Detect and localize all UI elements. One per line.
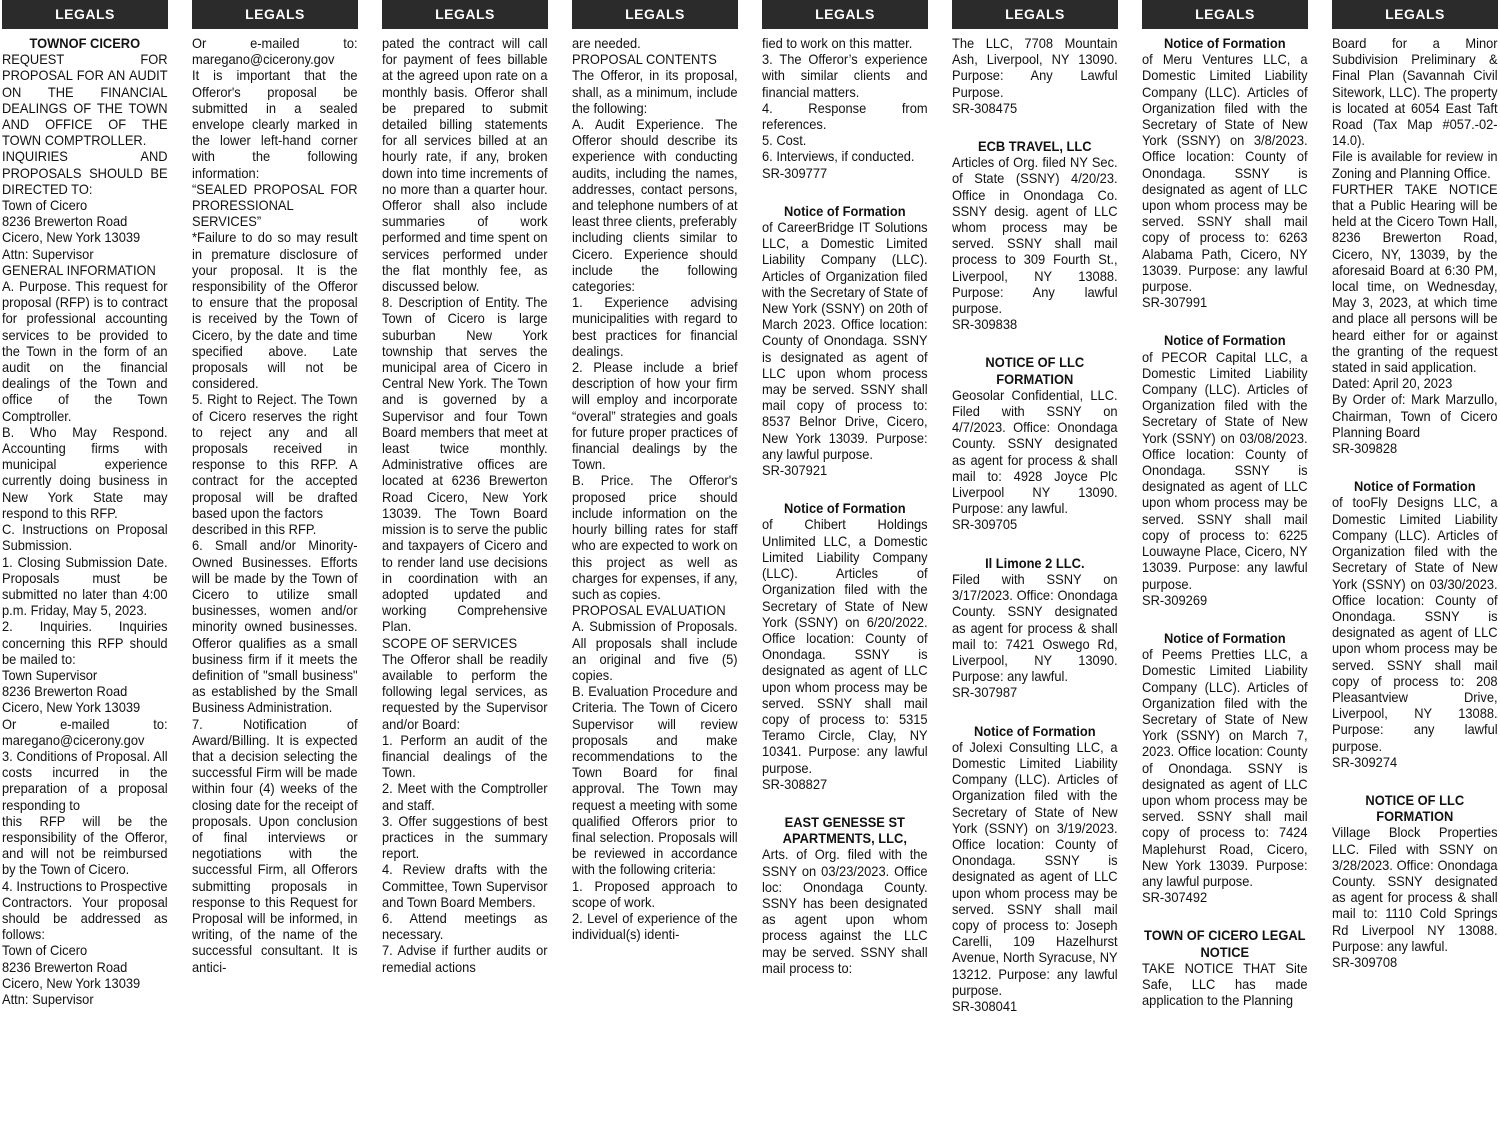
legals-column-7 xyxy=(1142,0,1308,1125)
notice-reference-number: SR-307987 xyxy=(952,684,1018,701)
notice-separator xyxy=(1142,905,1308,927)
legal-notice xyxy=(952,723,1118,1015)
notice-separator xyxy=(952,533,1118,555)
column-body xyxy=(192,29,358,975)
notice-reference-number: SR-309705 xyxy=(952,516,1018,533)
legal-notice xyxy=(762,35,928,181)
notice-title: Notice of Formation xyxy=(1163,35,1286,51)
notice-reference-number: SR-309777 xyxy=(762,164,828,181)
notice-reference-number: SR-309274 xyxy=(1332,753,1398,770)
notice-title: Notice of Formation xyxy=(1353,478,1476,495)
legals-column-2 xyxy=(192,0,358,1125)
notice-body: REQUEST FOR PROPOSAL FOR AN AUDIT ON THE FINANCIAL DEALINGS OF THE TOWN AND OFFICE OF THE TOWN COMPTROLLER. INQUIRIES AND PROPOSALS SHOULD BE DIRECTED TO: Town of Cicero 8236 Brewerton Road Cicero, New York 13039 Attn: Supervisor GENERAL INFORMATION A. Purpose. This request for proposal (RFP) is to contract for professional accounting services to be provided to the Town in the form of an audit on the financial dealings of the Town and office of the Town Comptroller. B. Who May Respond. Accounting firms with municipal experience currently doing business in New York State may respond to this RFP. C. Instructions on Proposal Submission. 1. Closing Submission Date. Proposals must be submitted no later than 4:00 p.m. Friday, May 5, 2023. 2. Inquiries. Inquiries concerning this RFP should be mailed to: Town Supervisor 8236 Brewerton Road Cicero, New York 13039 Or e-mailed to: maregano@cicerony.gov 3. Conditions of Proposal. All costs incurred in the preparation of a proposal responding to this RFP will be the responsibility of the Offeror, and will not be reimbursed by the Town of Cicero. 4. Instructions to Prospective Contractors. Your proposal should be addressed as follows: Town of Cicero 8236 Brewerton Road Cicero, New York 13039 Attn: Supervisor xyxy=(2,51,168,1007)
column-body xyxy=(952,29,1118,1014)
notice-title: Notice of Formation xyxy=(1163,332,1286,349)
notice-reference-number: SR-309269 xyxy=(1142,591,1208,608)
legal-notice xyxy=(2,35,168,1007)
notice-reference-number: SR-307492 xyxy=(1142,889,1208,906)
notice-title: NOTICE OF LLC FORMATION xyxy=(985,354,1085,387)
legals-column-6 xyxy=(952,0,1118,1125)
notice-separator xyxy=(1332,456,1498,478)
notice-body: Articles of Org. filed NY Sec. of State (SSNY) 4/20/23. Office in Onondaga Co. SSNY desig. agent of LLC whom process may be served. SSNY shall mail process to 309 Fourth St., Liverpool, NY 13088. Purpose: Any lawful purpose. xyxy=(952,154,1118,317)
notice-separator xyxy=(1332,770,1498,792)
notice-body: Board for a Minor Subdivision Preliminary & Final Plan (Savannah Civil Sitework, LLC). The property is located at 6054 East Taft Road (Tax Map #057.-02-14.0). File is available for review in Zoning and Planning Office. FURTHER TAKE NOTICE that a Public Hearing will be held at the Cicero Town Hall, 8236 Brewerton Road, Cicero, NY, 13039, by the aforesaid Board at 6:30 PM, local time, on Wednesday, May 3, 2023, at which time and place all persons will be heard either for or against the granting of the request stated in said application. Dated: April 20, 2023 By Order of: Mark Marzullo, Chairman, Town of Cicero Planning Board xyxy=(1332,35,1498,440)
legal-notice xyxy=(952,138,1118,332)
notice-separator xyxy=(762,478,928,500)
notice-body: TAKE NOTICE THAT Site Safe, LLC has made application to the Planning xyxy=(1142,959,1308,1009)
notice-title: ECB TRAVEL, LLC xyxy=(978,138,1092,155)
notice-separator xyxy=(762,792,928,814)
legal-notice xyxy=(1142,630,1308,905)
column-body xyxy=(572,29,738,942)
legal-notice xyxy=(1332,35,1498,456)
notice-reference-number: SR-309838 xyxy=(952,316,1018,333)
notice-title: TOWNOF CICERO xyxy=(29,35,141,51)
notice-reference-number: SR-309708 xyxy=(1332,953,1398,970)
notice-body: are needed. PROPOSAL CONTENTS The Offeror, in its proposal, shall, as a minimum, include the following: A. Audit Experience. The Offeror should describe its experience with conducting audits, including the names, addresses, contact persons, and telephone numbers of at least three clients, preferably including clients similar to Cicero. Experience should include the following categories: 1. Experience advising municipalities with regard to best practices for financial dealings. 2. Please include a brief description of how your firm will employ and incorporate “overal” strategies and goals for future proper practices of financial dealings by the Town. B. Price. The Offeror's proposed price should include information on the hourly billing rates for staff who are expected to work on this project as well as charges for expenses, if any, such as copies. PROPOSAL EVALUATION A. Submission of Proposals. All proposals shall include an original and five (5) copies. B. Evaluation Procedure and Criteria. The Town of Cicero Supervisor will review proposals and make recommendations to the Town Board for final approval. The Town may request a meeting with some qualified Offerors prior to final selection. Proposals will be reviewed in accordance with the following criteria: 1. Proposed approach to scope of work. 2. Level of experience of the individual(s) identi- xyxy=(572,35,738,943)
notice-reference-number: SR-308475 xyxy=(952,99,1018,116)
notice-title: NOTICE OF LLC FORMATION xyxy=(1365,791,1465,825)
notice-title: Notice of Formation xyxy=(1163,629,1286,646)
notice-body: of PECOR Capital LLC, a Domestic Limited Liability Company (LLC). Articles of Organization filed with the Secretary of State of New York (SSNY) on 03/08/2023. Office location: County of Onondaga. SSNY is designated as agent of LLC upon whom process may be served. SSNY shall mail copy of process to: 6225 Louwayne Place, Cicero, NY 13039. Purpose: any lawful purpose. xyxy=(1142,348,1308,592)
notice-reference-number: SR-308041 xyxy=(952,997,1018,1014)
column-body xyxy=(2,29,168,1007)
notice-body: Arts. of Org. filed with the SSNY on 03/23/2023. Office loc: Onondaga County. SSNY has been designated as agent upon whom process against the LLC may be served. SSNY shall mail process to: xyxy=(762,846,928,976)
column-header: LEGALS xyxy=(2,0,168,29)
legals-column-8 xyxy=(1332,0,1498,1125)
notice-separator xyxy=(952,116,1118,138)
notice-separator xyxy=(1142,608,1308,630)
notice-reference-number: SR-308827 xyxy=(762,775,828,792)
column-header: LEGALS xyxy=(1142,0,1308,29)
notice-separator xyxy=(1142,310,1308,332)
notice-separator xyxy=(952,332,1118,354)
column-body xyxy=(762,29,928,976)
legal-notice xyxy=(1332,478,1498,770)
notice-body: Geosolar Confidential, LLC. Filed with SSNY on 4/7/2023. Office: Onondaga County. SSNY designated as agent for process & shall mail to: 4928 Joyce Plc Liverpool NY 13090. Purpose: any lawful. xyxy=(952,386,1118,517)
notice-body: The LLC, 7708 Mountain Ash, Liverpool, NY 13090. Purpose: Any Lawful Purpose. xyxy=(952,35,1118,100)
column-header: LEGALS xyxy=(762,0,928,29)
column-header: LEGALS xyxy=(572,0,738,29)
notice-reference-number: SR-309828 xyxy=(1332,440,1398,457)
legals-column-4 xyxy=(572,0,738,1125)
notice-title: Notice of Formation xyxy=(783,500,906,517)
legal-notice xyxy=(952,354,1118,532)
notice-title: Notice of Formation xyxy=(783,202,906,219)
notice-body: of Jolexi Consulting LLC, a Domestic Limited Liability Company (LLC). Articles of Organization filed with the Secretary of State of New York (SSNY) on 3/19/2023. Office location: County of Onondaga. SSNY is designated as agent of LLC upon whom process may be served. SSNY shall mail copy of process to: Joseph Carelli, 109 Hazelhurst Avenue, North Syracuse, NY 13212. Purpose: any lawful purpose. xyxy=(952,738,1118,998)
notice-body: Or e-mailed to: maregano@cicerony.gov It is important that the Offeror's proposal be submitted in a sealed envelope clearly marked in the lower left-hand corner with the following information: “SEALED PROPOSAL FOR PRORESSIONAL SERVICES” *Failure to do so may result in premature disclosure of your proposal. It is the responsibility of the Offeror to ensure that the proposal is received by the Town of Cicero, by the date and time specified above. Late proposals will not be considered. 5. Right to Reject. The Town of Cicero reserves the right to reject any and all proposals received in response to this RFP. A contract for the accepted proposal will be drafted based upon the factors described in this RFP. 6. Small and/or Minority-Owned Businesses. Efforts will be made by the Town of Cicero to utilize small businesses, women and/or minority owned businesses. Offeror qualifies as a small business firm if it meets the definition of "small business" as established by the Small Business Administration. 7. Notification of Award/Billing. It is expected that a decision selecting the successful Firm will be made within four (4) weeks of the closing date for the receipt of proposals. Upon conclusion of final interviews or negotiations with the successful Firm, all Offerors submitting proposals in response to this Request for Proposal will be informed, in writing, of the name of the successful consultant. It is antici- xyxy=(192,35,358,975)
column-body xyxy=(382,29,548,975)
column-header: LEGALS xyxy=(952,0,1118,29)
legal-notice xyxy=(762,500,928,792)
legal-notice xyxy=(762,203,928,478)
notice-title: TOWN OF CICERO LEGAL NOTICE xyxy=(1144,927,1306,960)
legal-notice xyxy=(952,555,1118,701)
legal-notice xyxy=(572,35,738,942)
legal-notice xyxy=(952,35,1118,116)
notice-body: of tooFly Designs LLC, a Domestic Limited Liability Company (LLC). Articles of Organization filed with the Secretary of State of New York (SSNY) on 03/30/2023. Office location: County of Onondaga. SSNY is designated as agent of LLC upon whom process may be served. SSNY shall mail copy of process to: 208 Pleasantview Drive, Liverpool, NY 13088. Purpose: any lawful purpose. xyxy=(1332,494,1498,754)
notice-reference-number: SR-307991 xyxy=(1142,294,1208,311)
legals-column-5 xyxy=(762,0,928,1125)
notice-body: fied to work on this matter. 3. The Offeror’s experience with similar clients and financial matters. 4. Response from references. 5. Cost. 6. Interviews, if conducted. xyxy=(762,35,928,165)
notice-title: Il Limone 2 LLC. xyxy=(985,554,1085,571)
legal-notice xyxy=(192,35,358,975)
column-header: LEGALS xyxy=(1332,0,1498,29)
notice-body: pated the contract will call for payment of fees billable at the agreed upon rate on a monthly basis. Offeror shall be prepared to submit detailed billing statements for all services billed at an hourly rate, if any, broken down into time increments of no more than a quarter hour. Offeror shall also include summaries of work performed and time spent on services performed under the flat monthly fee, as discussed below. 8. Description of Entity. The Town of Cicero is large suburban New York township that serves the municipal area of Cicero in Central New York. The Town and is governed by a Supervisor and four Town Board members that meet at least twice monthly. Administrative offices are located at 6236 Brewerton Road Cicero, New York 13039. The Town Board mission is to serve the public and taxpayers of Cicero and to render land use decisions in coordination with an adopted updated and working Comprehensive Plan. SCOPE OF SERVICES The Offeror shall be readily available to perform the following legal services, as requested by the Supervisor and/or Board: 1. Perform an audit of the financial dealings of the Town. 2. Meet with the Comptroller and staff. 3. Offer suggestions of best practices in the summary report. 4. Review drafts with the Committee, Town Supervisor and Town Board Members. 6. Attend meetings as necessary. 7. Advise if further audits or remedial actions xyxy=(382,35,548,975)
legal-notice xyxy=(762,814,928,976)
column-header: LEGALS xyxy=(192,0,358,29)
legal-notice xyxy=(1332,792,1498,970)
legals-column-3 xyxy=(382,0,548,1125)
legals-column-1 xyxy=(2,0,168,1125)
notice-separator xyxy=(762,181,928,203)
notice-body: of Chibert Holdings Unlimited LLC, a Domestic Limited Liability Company (LLC). Articles of Organization filed with the Secretary of State of New York (SSNY) on 6/20/2022. Office location: County of Onondaga. SSNY is designated as agent of LLC upon whom process may be served. SSNY shall mail copy of process to: 5315 Teramo Circle, Clay, NY 10341. Purpose: any lawful purpose. xyxy=(762,516,928,776)
notice-body: of CareerBridge IT Solutions LLC, a Domestic Limited Liability Company (LLC). Articles of Organization filed with the Secretary of State of New York (SSNY) on 20th of March 2023. Office location: County of Onondaga. SSNY is designated as agent of LLC upon whom process may be served. SSNY shall mail copy of process to: 8537 Belnor Drive, Cicero, New York 13039. Purpose: any lawful purpose. xyxy=(762,219,928,462)
legal-notice xyxy=(382,35,548,975)
notice-body: of Peems Pretties LLC, a Domestic Limited Liability Company (LLC). Articles of Organization filed with the Secretary of State of New York (SSNY) on March 7, 2023. Office location: County of Onondaga. SSNY is designated as agent of LLC upon whom process may be served. SSNY shall mail copy of process to: 7424 Maplehurst Road, Cicero, New York 13039. Purpose: any lawful purpose. xyxy=(1142,646,1308,889)
notice-title: Notice of Formation xyxy=(973,722,1096,739)
column-header: LEGALS xyxy=(382,0,548,29)
notice-body: of Meru Ventures LLC, a Domestic Limited Liability Company (LLC). Articles of Organization filed with the Secretary of State of New York (SSNY) on 3/8/2023. Office location: County of Onondaga. SSNY is designated as agent of LLC upon whom process may be served. SSNY shall mail copy of process to: 6263 Alabama Path, Cicero, NY 13039. Purpose: any lawful purpose. xyxy=(1142,51,1308,295)
column-body xyxy=(1142,29,1308,1008)
notice-title: EAST GENESSE ST APARTMENTS, LLC, xyxy=(782,813,907,847)
legal-notice xyxy=(1142,332,1308,607)
notice-reference-number: SR-307921 xyxy=(762,462,828,479)
legal-notice xyxy=(1142,927,1308,1008)
notice-separator xyxy=(952,701,1118,723)
notice-body: Filed with SSNY on 3/17/2023. Office: Onondaga County. SSNY designated as agent for process & shall mail to: 7421 Oswego Rd, Liverpool, NY 13090. Purpose: any lawful. xyxy=(952,570,1118,685)
notice-body: Village Block Properties LLC. Filed with SSNY on 3/28/2023. Office: Onondaga County. SSNY designated as agent for process & shall mail to: 1110 Cold Springs Rd Liverpool NY 13088. Purpose: any lawful. xyxy=(1332,824,1498,954)
legal-notice xyxy=(1142,35,1308,310)
column-body xyxy=(1332,29,1498,970)
